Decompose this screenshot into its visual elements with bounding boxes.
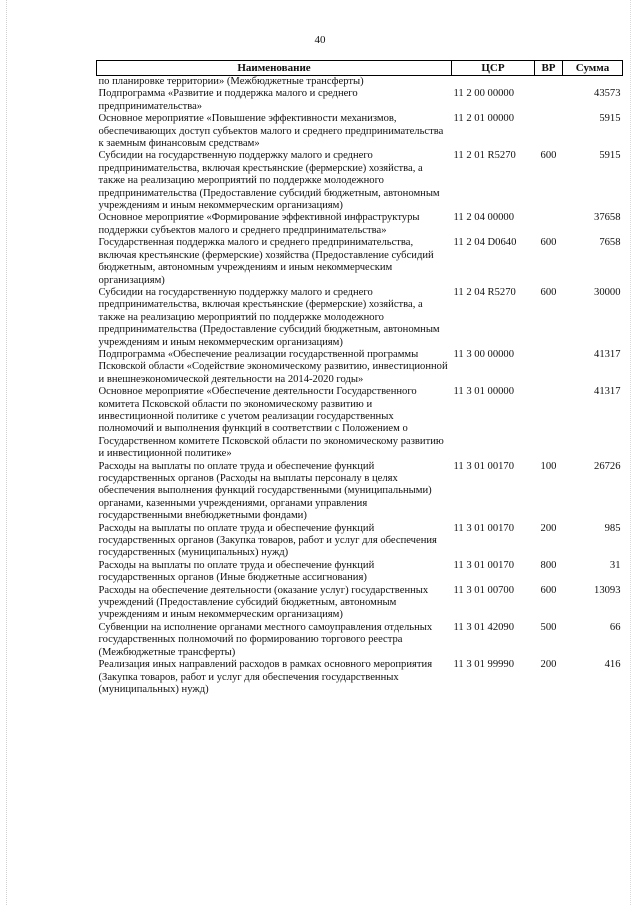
table-row bbox=[97, 523, 623, 560]
row-csr-cell: 11 3 01 00000 bbox=[453, 386, 515, 398]
row-csr-cell: 11 3 01 00170 bbox=[453, 559, 515, 571]
row-sum-cell: 41317 bbox=[594, 348, 621, 360]
row-name-cell: Расходы на обеспечение деятельности (оказание услуг) государственных учреждений (Предоставление субсидий бюджетным, автономным учреждениям и иным некоммерческим организациям) bbox=[98, 584, 429, 621]
row-name-cell: Основное мероприятие «Повышение эффективности механизмов, обеспечивающих доступ субъектов малого и среднего предпринимательства к заемным финансовым средствам» bbox=[98, 113, 444, 150]
page-number: 40 bbox=[314, 34, 326, 46]
row-name-cell: Расходы на выплаты по оплате труда и обеспечение функций государственных органов (Расходы на выплаты персоналу в целях обеспечения выполнения функций государственными (муниципальными) органами, казенными учреждениями, органами управления государственными внебюджетными фондами) bbox=[98, 460, 432, 522]
row-vr-cell: 200 bbox=[540, 522, 557, 534]
row-name-cell: Расходы на выплаты по оплате труда и обеспечение функций государственных органов (Иные бюджетные ассигнования) bbox=[98, 559, 375, 584]
row-sum-cell: 416 bbox=[604, 659, 621, 671]
row-sum-cell: 66 bbox=[609, 621, 621, 633]
row-csr-cell: 11 3 01 42090 bbox=[453, 621, 515, 633]
row-sum-cell: 7658 bbox=[599, 237, 621, 249]
table-row bbox=[97, 349, 623, 386]
row-name-cell: Основное мероприятие «Формирование эффективной инфраструктуры поддержки субъектов малого и среднего предпринимательства» bbox=[98, 212, 420, 236]
row-name-cell: Реализация иных направлений расходов в рамках основного мероприятия (Закупка товаров, работ и услуг для обеспечения государственных (муниципальных) нужд) bbox=[98, 659, 433, 695]
scan-edge-left bbox=[6, 0, 8, 905]
row-name-cell: по планировке территории» (Межбюджетные трансферты) bbox=[98, 76, 364, 87]
table-row bbox=[97, 88, 623, 113]
document-sheet bbox=[96, 60, 622, 696]
row-name-cell: Подпрограмма «Развитие и поддержка малого и среднего предпринимательства» bbox=[98, 88, 358, 112]
budget-table bbox=[96, 60, 623, 696]
row-vr-cell: 600 bbox=[540, 286, 557, 298]
header-vr: ВР bbox=[535, 61, 563, 76]
row-csr-cell: 11 2 04 R5270 bbox=[453, 286, 516, 298]
row-vr-cell: 600 bbox=[540, 150, 557, 162]
row-csr-cell: 11 3 01 00170 bbox=[453, 460, 515, 472]
row-vr-cell bbox=[535, 349, 563, 386]
header-csr: ЦСР bbox=[452, 61, 535, 76]
row-sum-cell: 43573 bbox=[594, 88, 621, 100]
table-row bbox=[97, 287, 623, 349]
table-row bbox=[97, 386, 623, 460]
row-vr-cell: 600 bbox=[540, 584, 557, 596]
row-vr-cell: 500 bbox=[540, 621, 557, 633]
row-vr-cell bbox=[535, 212, 563, 237]
row-vr-cell bbox=[535, 88, 563, 113]
row-name-cell: Субсидии на государственную поддержку малого и среднего предпринимательства, включая крестьянские (фермерские) хозяйства, а также на реализацию мероприятий по поддержке молодежного предпринимательства (Предоставление субсидий бюджетным, автономным учреждениям и иным некоммерческим организациям) bbox=[98, 150, 440, 212]
row-sum-cell: 985 bbox=[604, 522, 621, 534]
row-name-cell: Субвенции на исполнение органами местного самоуправления отдельных государственных полномочий по формированию торгового реестра (Межбюджетные трансферты) bbox=[98, 621, 433, 658]
table-row bbox=[97, 622, 623, 659]
row-name-cell: Субсидии на государственную поддержку малого и среднего предпринимательства, включая крестьянские (фермерские) хозяйства, а также на реализацию мероприятий по поддержке молодежного предпринимательства (Предоставление субсидий бюджетным, автономным учреждениям и иным некоммерческим организациям) bbox=[98, 286, 440, 348]
table-header-row bbox=[97, 61, 623, 76]
header-name: Наименование bbox=[97, 61, 452, 76]
row-csr-cell: 11 3 00 00000 bbox=[453, 348, 515, 360]
table-row bbox=[97, 76, 623, 89]
row-vr-cell: 200 bbox=[540, 659, 557, 671]
row-csr-cell: 11 2 01 R5270 bbox=[453, 150, 516, 162]
row-name-cell: Подпрограмма «Обеспечение реализации государственной программы Псковской области «Содействие экономическому развитию, инвестиционной и внешнеэкономической деятельности на 2014-2020 годы» bbox=[98, 348, 448, 385]
row-csr-cell: 11 3 01 99990 bbox=[453, 659, 515, 671]
row-vr-cell bbox=[535, 76, 563, 89]
table-row bbox=[97, 237, 623, 287]
row-sum-cell: 37658 bbox=[594, 212, 621, 224]
table-row bbox=[97, 113, 623, 150]
row-name-cell: Основное мероприятие «Обеспечение деятельности Государственного комитета Псковской области по экономическому развитию и инвестиционной политике с учетом реализации государственных полномочий и выполнения функций в соответствии с Положением о Государственном комитете Псковской области по экономическому развитию и инвестиционной политике» bbox=[98, 386, 444, 460]
row-sum-cell: 30000 bbox=[594, 286, 621, 298]
scan-edge-right bbox=[630, 0, 632, 905]
row-vr-cell bbox=[535, 386, 563, 460]
row-sum-cell: 26726 bbox=[594, 460, 621, 472]
table-row bbox=[97, 150, 623, 212]
row-sum-cell bbox=[563, 76, 623, 89]
row-sum-cell: 5915 bbox=[599, 113, 621, 125]
row-name-cell: Государственная поддержка малого и среднего предпринимательства, включая крестьянские (фермерские) хозяйства (Предоставление субсидий бюджетным, автономным учреждениям и иным некоммерческим организациям) bbox=[98, 237, 434, 286]
row-csr-cell bbox=[452, 76, 535, 89]
row-csr-cell: 11 3 01 00700 bbox=[453, 584, 515, 596]
row-name-cell: Расходы на выплаты по оплате труда и обеспечение функций государственных органов (Закупка товаров, работ и услуг для обеспечения государственных (муниципальных) нужд) bbox=[98, 522, 437, 559]
row-sum-cell: 5915 bbox=[599, 150, 621, 162]
row-sum-cell: 31 bbox=[609, 559, 621, 571]
row-vr-cell: 100 bbox=[540, 460, 557, 472]
table-row bbox=[97, 461, 623, 523]
row-csr-cell: 11 2 04 D0640 bbox=[453, 237, 517, 249]
row-csr-cell: 11 2 01 00000 bbox=[453, 113, 515, 125]
row-sum-cell: 41317 bbox=[594, 386, 621, 398]
row-csr-cell: 11 3 01 00170 bbox=[453, 522, 515, 534]
table-row bbox=[97, 560, 623, 585]
row-vr-cell bbox=[535, 113, 563, 150]
table-row bbox=[97, 212, 623, 237]
row-sum-cell: 13093 bbox=[594, 584, 621, 596]
row-csr-cell: 11 2 04 00000 bbox=[453, 212, 515, 224]
row-vr-cell: 800 bbox=[540, 559, 557, 571]
table-row bbox=[97, 585, 623, 622]
row-vr-cell: 600 bbox=[540, 237, 557, 249]
header-sum: Сумма bbox=[563, 61, 623, 76]
table-row bbox=[97, 659, 623, 696]
row-csr-cell: 11 2 00 00000 bbox=[453, 88, 515, 100]
